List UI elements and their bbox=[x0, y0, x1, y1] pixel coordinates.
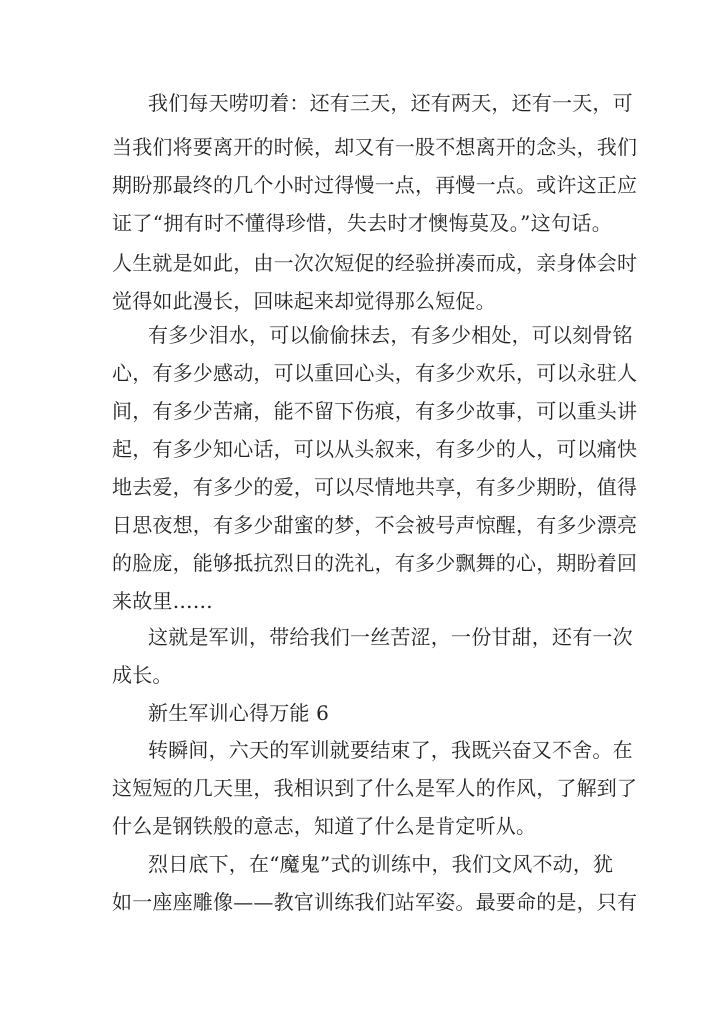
paragraph-3-line-2: 成长。 bbox=[112, 663, 173, 687]
paragraph-2-line-3: 间，有多少苦痛，能不留下伤痕，有多少故事，可以重头讲 bbox=[112, 399, 638, 423]
paragraph-5-line-1: 烈日底下，在“魔鬼”式的训练中，我们文风不动，犹 bbox=[148, 852, 614, 876]
paragraph-2-line-6: 日思夜想，有多少甜蜜的梦，不会被号声惊醒，有多少漂亮 bbox=[112, 513, 638, 537]
paragraph-4-line-3: 什么是钢铁般的意志，知道了什么是肯定听从。 bbox=[112, 814, 537, 838]
paragraph-2-line-1: 有多少泪水，可以偷偷抹去，有多少相处，可以刻骨铭 bbox=[148, 323, 633, 347]
paragraph-1-line-4: 证了“拥有时不懂得珍惜，失去时才懊悔莫及。”这句话。 bbox=[112, 211, 612, 235]
paragraph-1-line-3: 期盼那最终的几个小时过得慢一点，再慢一点。或许这正应 bbox=[112, 173, 638, 197]
paragraph-2-line-2: 心，有多少感动，可以重回心头，有多少欢乐，可以永驻人 bbox=[112, 361, 638, 385]
paragraph-2-line-5: 地去爱，有多少的爱，可以尽情地共享，有多少期盼，值得 bbox=[112, 475, 638, 499]
paragraph-1-line-1: 我们每天唠叨着：还有三天，还有两天，还有一天，可 bbox=[148, 91, 633, 115]
paragraph-2-line-8: 来故里…… bbox=[112, 589, 213, 613]
paragraph-1-line-5: 人生就是如此，由一次次短促的经验拼凑而成，亲身体会时 bbox=[112, 251, 638, 275]
paragraph-4-line-2: 这短短的几天里，我相识到了什么是军人的作风，了解到了 bbox=[112, 776, 638, 800]
paragraph-4-line-1: 转瞬间，六天的军训就要结束了，我既兴奋又不舍。在 bbox=[148, 738, 633, 762]
section-heading: 新生军训心得万能 6 bbox=[148, 701, 330, 725]
paragraph-1-line-2: 当我们将要离开的时候，却又有一股不想离开的念头，我们 bbox=[112, 135, 638, 159]
paragraph-5-line-2: 如一座座雕像——教官训练我们站军姿。最要命的是，只有 bbox=[112, 890, 638, 914]
paragraph-2-line-7: 的脸庞，能够抵抗烈日的洗礼，有多少飘舞的心，期盼着回 bbox=[112, 551, 638, 575]
paragraph-3-line-1: 这就是军训，带给我们一丝苦涩，一份甘甜，还有一次 bbox=[148, 625, 633, 649]
paragraph-2-line-4: 起，有多少知心话，可以从头叙来，有多少的人，可以痛快 bbox=[112, 437, 638, 461]
paragraph-1-line-6: 觉得如此漫长，回味起来却觉得那么短促。 bbox=[112, 289, 496, 313]
